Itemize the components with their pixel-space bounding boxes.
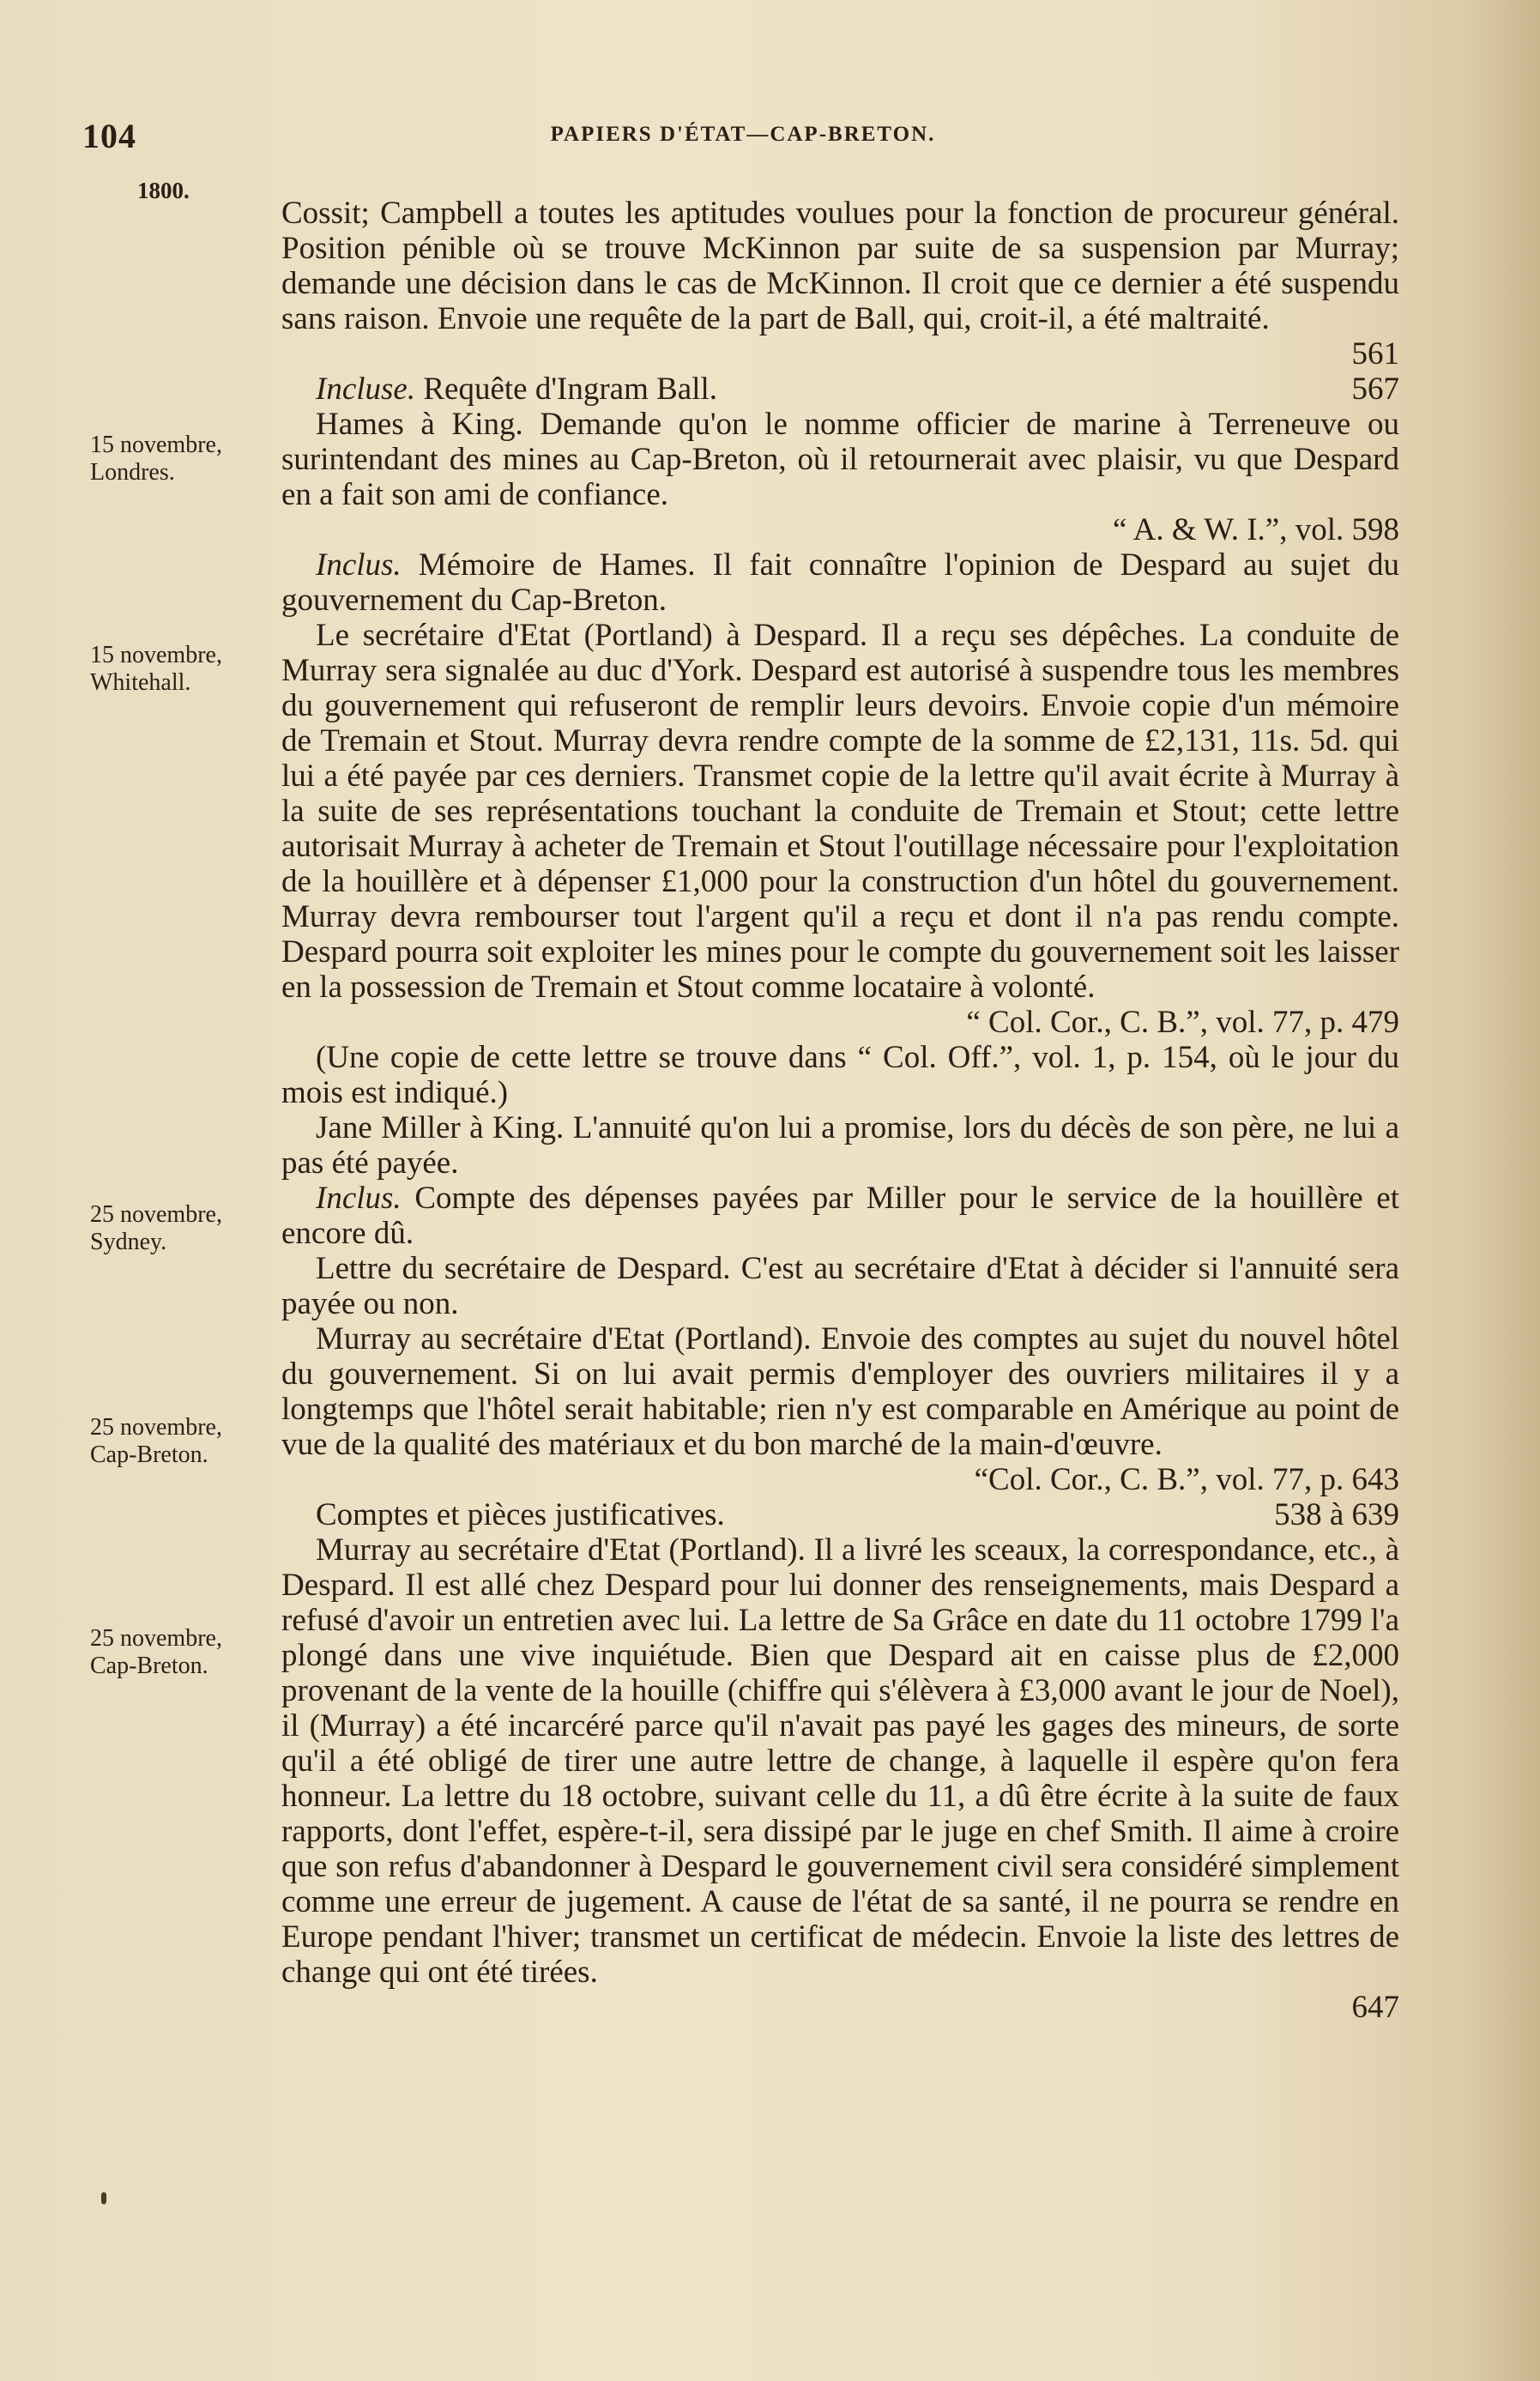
inclusion-label: Inclus.: [316, 547, 402, 583]
entry-text: (Une copie de cette lettre se trouve dans “ Col. Off.”, vol. 1, p. 154, où le jour du mois est indiqué.): [281, 1040, 1399, 1110]
entry-paragraph: [281, 1110, 1399, 1181]
entry-paragraph: [281, 1532, 1399, 1990]
margin-note: [90, 1414, 262, 1469]
page-reference: [281, 1990, 1399, 2025]
margin-place: Cap-Breton.: [90, 1441, 208, 1468]
entry-text: Mémoire de Hames. Il fait connaître l'opinion de Despard au sujet du gouvernement du Cap-Breton.: [281, 547, 1400, 618]
margin-place: Sydney.: [90, 1229, 167, 1255]
page-reference-text: 538 à 639: [1274, 1497, 1399, 1532]
running-title: PAPIERS D'ÉTAT—CAP-BRETON.: [550, 123, 936, 146]
entry-text: Le secrétaire d'Etat (Portland) à Despard. Il a reçu ses dépêches. La conduite de Murray sera signalée au duc d'York. Despard est autorisé à suspendre tous les membres du gouvernement qui refuseront de remplir leurs devoirs. Envoie copie d'un mémoire de Tremain et Stout. Murray devra rendre compte de la somme de £2,131, 11s. 5d. qui lui a été payée par ces derniers. Transmet copie de la lettre qu'il avait écrite à Murray à la suite de ses représentations touchant la conduite de Tremain et Stout; cette lettre autorisait Murray à acheter de Tremain et Stout l'outillage nécessaire pour l'exploitation de la houillère et à dépenser £1,000 pour la construction d'un hôtel du gouvernement. Murray devra rembourser tout l'argent qu'il a reçu et dont il n'a pas rendu compte. Despard pourra soit exploiter les mines pour le compte du gouvernement soit les laisser en la possession de Tremain et Stout comme locataire à volonté.: [281, 618, 1399, 1005]
source-reference: [281, 1462, 1399, 1497]
body-text: [281, 196, 1399, 2025]
entry-paragraph: [281, 196, 1399, 336]
entry-paragraph: [281, 407, 1399, 512]
page-reference-text: 561: [1351, 336, 1399, 372]
entry-paragraph: [281, 618, 1399, 1005]
entry-text: Murray au secrétaire d'Etat (Portland). Il a livré les sceaux, la correspondance, etc., à Despard. Il est allé chez Despard pour lui donner des renseignements, mais Despard a refusé d'avoir un entretien avec lui. La lettre de Sa Grâce en date du 11 octobre 1799 l'a plongé dans une vive inquiétude. Bien que Despard ait en caisse plus de £2,000 provenant de la vente de la houille (chiffre qui s'élèvera à £3,000 avant le jour de Noel), il (Murray) a été incarcéré parce qu'il n'avait pas payé les gages des mineurs, de sorte qu'il a été obligé de tirer une autre lettre de change, à laquelle il espère qu'on fera honneur. La lettre du 18 octobre, suivant celle du 11, a dû être écrite à la suite de faux rapports, dont l'effet, espère-t-il, sera dissipé par le juge en chef Smith. Il aime à croire que son refus d'abandonner à Despard le gouvernement civil sera considéré simplement comme une erreur de jugement. A cause de l'état de sa santé, il ne pourra se rendre en Europe pendant l'hiver; transmet un certificat de médecin. Envoie la liste des lettres de change qui ont été tirées.: [281, 1532, 1399, 1990]
page-number: 104: [82, 117, 136, 155]
entry-text: Jane Miller à King. L'annuité qu'on lui a promise, lors du décès de son père, ne lui a pas été payée.: [281, 1110, 1399, 1181]
entry-text: Lettre du secrétaire de Despard. C'est au secrétaire d'Etat à décider si l'annuité sera payée ou non.: [281, 1251, 1399, 1321]
entry-paragraph: [281, 1251, 1399, 1321]
entry-text: Comptes et pièces justificatives.: [316, 1497, 725, 1532]
margin-date: 25 novembre,: [90, 1201, 222, 1228]
entry-text: Cossit; Campbell a toutes les aptitudes voulues pour la fonction de procureur général. Position pénible où se trouve McKinnon par suite de sa suspension par Murray; demande une décision dans le cas de McKinnon. Il croit que ce dernier a été suspendu sans raison. Envoie une requête de la part de Ball, qui, croit-il, a été maltraité.: [281, 196, 1399, 336]
margin-note: [90, 642, 262, 697]
inclusion-label: Incluse.: [316, 372, 416, 407]
margin-date: 15 novembre,: [90, 642, 222, 668]
page-reference-text: 647: [1351, 1990, 1399, 2025]
entry-paragraph: [281, 1497, 1399, 1532]
margin-note: [90, 432, 262, 486]
source-reference-text: “Col. Cor., C. B.”, vol. 77, p. 643: [974, 1462, 1399, 1497]
margin-date: 15 novembre,: [90, 432, 222, 458]
entry-text: Requête d'Ingram Ball.: [423, 372, 718, 407]
margin-place: Whitehall.: [90, 669, 191, 696]
entry-text: Compte des dépenses payées par Miller pour le service de la houillère et encore dû.: [281, 1181, 1400, 1251]
entry-paragraph: [281, 1040, 1399, 1110]
entry-text: Murray au secrétaire d'Etat (Portland). Envoie des comptes au sujet du nouvel hôtel du gouvernement. Si on lui avait permis d'employer des ouvriers militaires il y a longtemps que l'hôtel serait habitable; rien n'y est comparable en Amérique au point de vue de la qualité des matériaux et du bon marché de la main-d'œuvre.: [281, 1321, 1399, 1462]
ink-smudge: [101, 2192, 106, 2204]
source-reference-text: “ A. & W. I.”, vol. 598: [1112, 512, 1399, 547]
entry-paragraph: [281, 1181, 1399, 1251]
source-reference: [281, 1005, 1399, 1040]
source-reference: [281, 512, 1399, 547]
entry-text: Hames à King. Demande qu'on le nomme officier de marine à Terreneuve ou surintendant des mines au Cap-Breton, où il retournerait avec plaisir, vu que Despard en a fait son ami de confiance.: [281, 407, 1399, 512]
margin-note: [90, 1201, 262, 1256]
source-reference-text: “ Col. Cor., C. B.”, vol. 77, p. 479: [966, 1005, 1399, 1040]
page-reference-text: 567: [1351, 372, 1399, 407]
entry-paragraph: [281, 1321, 1399, 1462]
margin-place: Londres.: [90, 459, 175, 486]
year-label: 1800.: [137, 178, 190, 203]
inclusion-label: Inclus.: [316, 1181, 402, 1216]
page-reference: [281, 336, 1399, 372]
entry-paragraph: [281, 547, 1399, 618]
margin-date: 25 novembre,: [90, 1625, 222, 1652]
entry-paragraph: [281, 372, 1399, 407]
page-header: [82, 116, 1404, 159]
margin-note: [90, 1625, 262, 1680]
margin-date: 25 novembre,: [90, 1414, 222, 1441]
margin-place: Cap-Breton.: [90, 1653, 208, 1679]
